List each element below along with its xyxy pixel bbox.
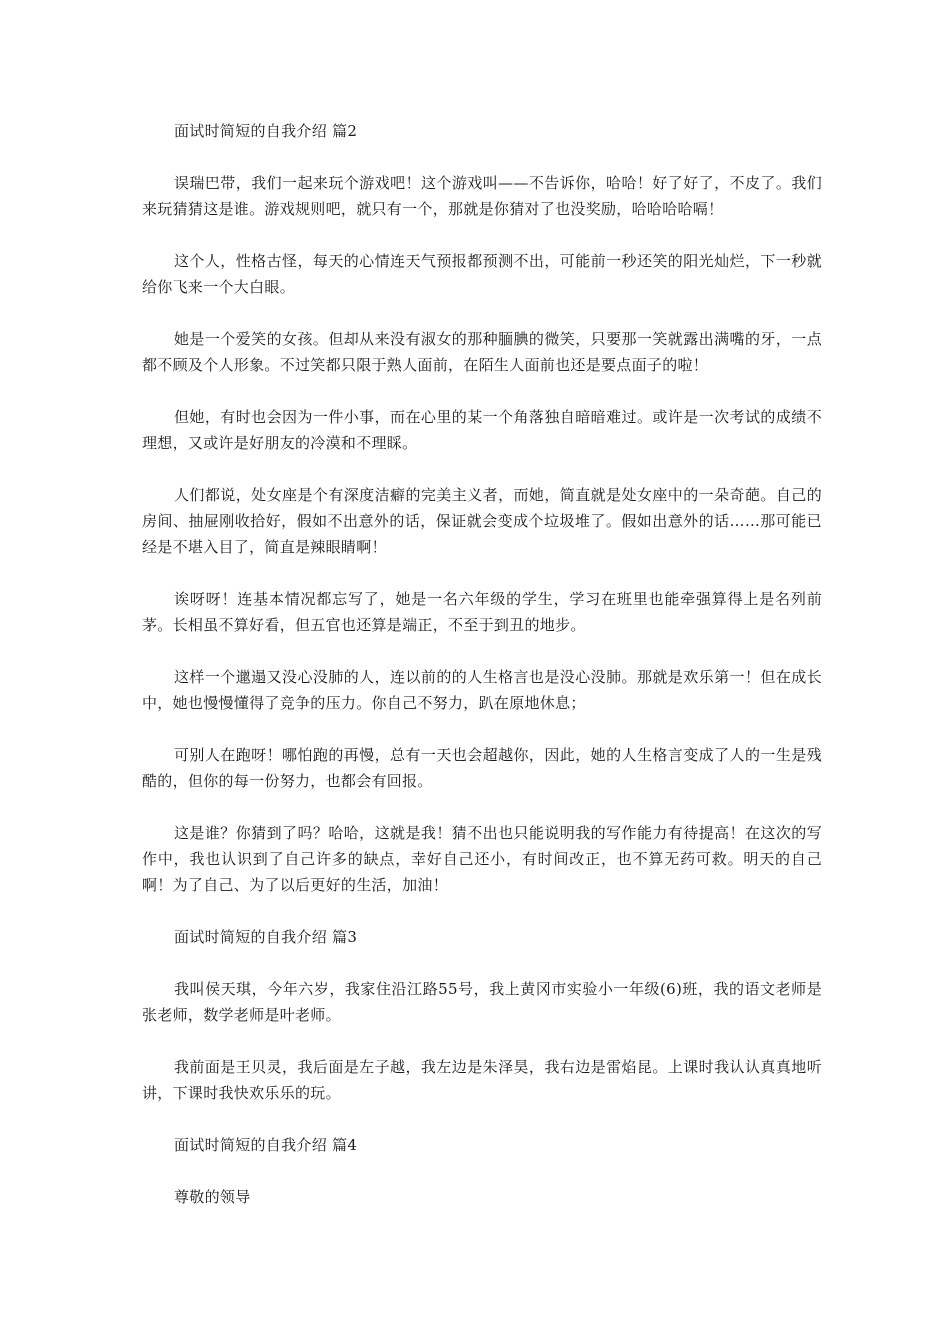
paragraph: 这是谁？你猜到了吗？哈哈，这就是我！猜不出也只能说明我的写作能力有待提高！在这次的写作中，我也认识到了自己许多的缺点，幸好自己还小，有时间改正，也不算无药可救。明天的自己啊！为了自己、为了以后更好的生活，加油！ xyxy=(142,824,822,894)
document-body xyxy=(142,118,822,1236)
section-heading: 面试时简短的自我介绍 篇3 xyxy=(174,928,358,946)
section-heading: 面试时简短的自我介绍 篇2 xyxy=(174,122,358,140)
paragraph: 我叫侯天琪，今年六岁，我家住沿江路55号，我上黄冈市实验小一年级(6)班，我的语文老师是张老师，数学老师是叶老师。 xyxy=(142,980,822,1024)
paragraph: 尊敬的领导 xyxy=(174,1188,251,1206)
paragraph: 这样一个邋遢又没心没肺的人，连以前的的人生格言也是没心没肺。那就是欢乐第一！但在成长中，她也慢慢懂得了竞争的压力。你自己不努力，趴在原地休息； xyxy=(142,668,822,712)
paragraph: 诶呀呀！连基本情况都忘写了，她是一名六年级的学生，学习在班里也能牵强算得上是名列前茅。长相虽不算好看，但五官也还算是端正，不至于到丑的地步。 xyxy=(142,590,822,634)
paragraph: 可别人在跑呀！哪怕跑的再慢，总有一天也会超越你，因此，她的人生格言变成了人的一生是残酷的，但你的每一份努力，也都会有回报。 xyxy=(142,746,822,790)
paragraph: 误瑞巴带，我们一起来玩个游戏吧！这个游戏叫——不告诉你，哈哈！好了好了，不皮了。我们来玩猜猜这是谁。游戏规则吧，就只有一个，那就是你猜对了也没奖励，哈哈哈哈嗝！ xyxy=(142,174,822,218)
paragraph: 我前面是王贝灵，我后面是左子越，我左边是朱泽昊，我右边是雷焰昆。上课时我认认真真地听讲，下课时我快欢乐乐的玩。 xyxy=(142,1058,822,1102)
paragraph: 人们都说，处女座是个有深度洁癖的完美主义者，而她，简直就是处女座中的一朵奇葩。自己的房间、抽屉刚收拾好，假如不出意外的话，保证就会变成个垃圾堆了。假如出意外的话……那可能已经是不堪入目了，简直是辣眼睛啊！ xyxy=(142,486,822,556)
paragraph: 这个人，性格古怪，每天的心情连天气预报都预测不出，可能前一秒还笑的阳光灿烂，下一秒就给你飞来一个大白眼。 xyxy=(142,252,822,296)
paragraph: 她是一个爱笑的女孩。但却从来没有淑女的那种腼腆的微笑，只要那一笑就露出满嘴的牙，一点都不顾及个人形象。不过笑都只限于熟人面前，在陌生人面前也还是要点面子的啦！ xyxy=(142,330,822,374)
paragraph: 但她，有时也会因为一件小事，而在心里的某一个角落独自暗暗难过。或许是一次考试的成绩不理想，又或许是好朋友的冷漠和不理睬。 xyxy=(142,408,822,452)
section-heading: 面试时简短的自我介绍 篇4 xyxy=(174,1136,358,1154)
